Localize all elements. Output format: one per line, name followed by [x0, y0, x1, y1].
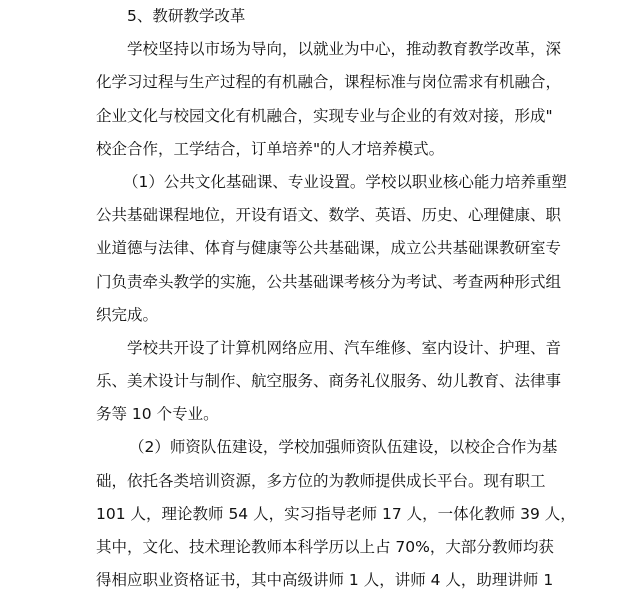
paragraph-line: 其中，文化、技术理论教师本科学历以上占 70%，大部分教师均获: [96, 538, 554, 556]
section-heading: 5、教研教学改革: [127, 7, 246, 25]
paragraph-line: （2）师资队伍建设，学校加强师资队伍建设，以校企合作为基: [129, 438, 558, 457]
paragraph-line: 务等 10 个专业。: [96, 405, 219, 424]
paragraph-line: 学校共开设了计算机网络应用、汽车维修、室内设计、护理、音: [127, 338, 562, 357]
paragraph-public-courses: [96, 166, 567, 332]
paragraph-line: 门负责牵头教学的实施，公共基础课考核分为考试、考查两种形式组: [96, 272, 562, 291]
document-body: [96, 0, 576, 597]
paragraph-line: 化学习过程与生产过程的有机融合，课程标准与岗位需求有机融合，: [96, 73, 562, 92]
paragraph-line: 织完成。: [96, 305, 159, 324]
paragraph-line: （1）公共文化基础课、专业设置。学校以职业核心能力培养重塑: [123, 172, 567, 191]
paragraph-line: 校企合作，工学结合，订单培养"的人才培养模式。: [96, 139, 445, 158]
paragraph-line: 业道德与法律、体育与健康等公共基础课，成立公共基础课教研室专: [96, 239, 562, 258]
paragraph-majors: [96, 332, 562, 432]
paragraph-reform: [96, 33, 562, 166]
paragraph-faculty: [96, 431, 576, 597]
paragraph-line: 企业文化与校园文化有机融合，实现专业与企业的有效对接，形成": [96, 106, 553, 125]
paragraph-line: 得相应职业资格证书，其中高级讲师 1 人，讲师 4 人，助理讲师 1: [96, 571, 554, 590]
paragraph-line: 公共基础课程地位，开设有语文、数学、英语、历史、心理健康、职: [96, 206, 562, 225]
paragraph-line: 乐、美术设计与制作、航空服务、商务礼仪服务、幼儿教育、法律事: [96, 372, 562, 391]
paragraph-line: 101 人，理论教师 54 人，实习指导老师 17 人，一体化教师 39 人，: [96, 504, 576, 523]
paragraph-line: 础，依托各类培训资源，多方位的为教师提供成长平台。现有职工: [96, 471, 546, 490]
paragraph-line: 学校坚持以市场为导向，以就业为中心，推动教育教学改革，深: [127, 40, 562, 59]
